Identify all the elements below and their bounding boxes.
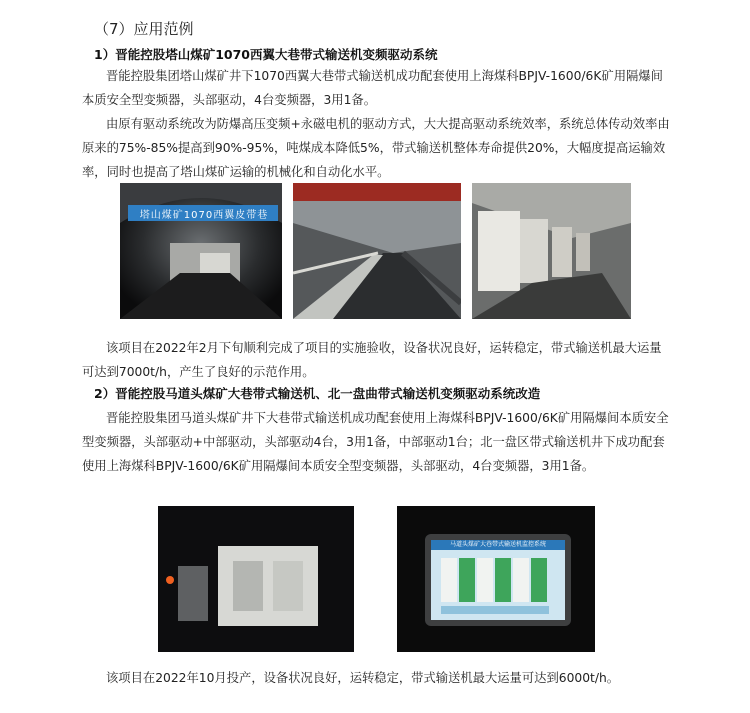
case1-paragraph-1: 晋能控股集团塔山煤矿井下1070西翼大巷带式输送机成功配套使用上海煤科BPJV-1600/6K矿用隔爆间本质安全型变频器，头部驱动，4台变频器，3用1备。 <box>82 69 663 107</box>
banner-text: 塔山煤矿1070西翼皮带巷 <box>139 210 269 221</box>
photo-equipment-dark <box>158 506 354 652</box>
case2-title: 2）晋能控股马道头煤矿大巷带式输送机、北一盘曲带式输送机变频驱动系统改造 <box>94 386 541 401</box>
case1-paragraph-2: 由原有驱动系统改为防爆高压变频+永磁电机的驱动方式，大大提高驱动系统效率，系统总体传动效率由原来的75%-85%提高到90%-95%，吨煤成本降低5%，带式输送机整体寿命提供20%，大幅度提高运输效率，同时也提高了塔山煤矿运输的机械化和自动化水平。 <box>82 117 670 179</box>
photo-tunnel-banner <box>120 183 282 319</box>
screen-title: 马道头煤矿大巷带式输送机监控系统 <box>449 541 546 548</box>
case1-paragraph-3: 该项目在2022年2月下旬顺利完成了项目的实施验收，设备状况良好，运转稳定，带式输送机最大运量可达到7000t/h，产生了良好的示范作用。 <box>82 341 662 379</box>
photo-inverter-cabinets <box>472 183 631 319</box>
case2-paragraph-2: 该项目在2022年10月投产，设备状况良好，运转稳定，带式输送机最大运量可达到6000t/h。 <box>106 671 620 685</box>
section-heading: （7）应用范例 <box>94 20 194 38</box>
photo-belt-conveyor <box>293 183 461 319</box>
case1-title: 1）晋能控股塔山煤矿1070西翼大巷带式输送机变频驱动系统 <box>94 47 438 62</box>
case2-paragraph-1: 晋能控股集团马道头煤矿井下大巷带式输送机成功配套使用上海煤科BPJV-1600/6K矿用隔爆间本质安全型变频器，头部驱动+中部驱动，头部驱动4台，3用1备，中部驱动1台；北一盘区带式输送机井下成功配套使用上海煤科BPJV-1600/6K矿用隔爆间本质安全型变频器，头部驱动，4台变频器，3用1备。 <box>82 411 669 473</box>
photo-control-screen <box>397 506 595 652</box>
